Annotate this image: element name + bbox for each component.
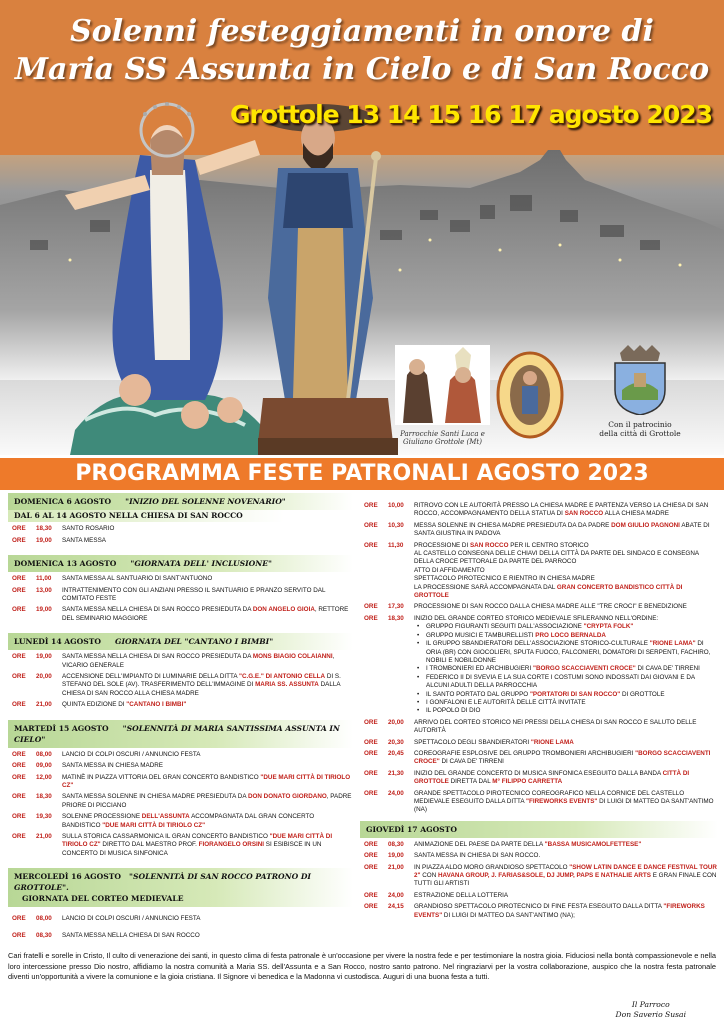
event-time: 19,00 (36, 606, 52, 614)
title-line1: Solenni festeggiamenti in onore di (70, 14, 654, 49)
parade-item (414, 665, 718, 673)
text-part: SI ESIBISCE IN UN CONCERTO DI MUSICA SINFONICA (62, 841, 322, 857)
event-text: SANTA MESSA AL SANTUARIO DI SANT'ANTUONO (62, 575, 213, 583)
text-part: DI LUIGI DI MATTEO DA SANT'ANTIMO (NA) (414, 798, 714, 814)
day-label: MARTEDÌ 15 AGOSTO (14, 723, 109, 733)
event-row (360, 841, 718, 849)
event-row (8, 793, 353, 810)
event-text (414, 542, 718, 601)
parish-message: Cari fratelli e sorelle in Cristo, Il culto di venerazione dei santi, in questo clima di festa patronale è un'occasione per vivere la nostra fede e per testimoniare la nostra gioia. Fiduciosi nella bontà compassionevole e nella loro intercessione presso Dio nostro, affidiamo la nostra comunità a Maria SS. dell'Assunta e a San Rocco, nostro santo patrono. Nel ringraziarvi per la vostra collaborazione, auspico che la nostra festa patronale diventi un'opportunità a vivere la comunione e la gioia cristiana. Il Signore vi benedica e la Madonna vi custodisca. Auguri di una buona festa a tutti. (8, 951, 717, 982)
artists-names: HAVANA GROUP, J. FARIAS&SOLE, DJ JUMP, PAPS E NATHALIE ARTS (438, 872, 651, 880)
ore-label: ORE (364, 891, 378, 899)
text-part: MATINÈ IN PIAZZA VITTORIA DEL GRAN CONCERTO BANDISTICO (62, 773, 261, 781)
event-row (360, 739, 718, 747)
text-part: ABATE DI SANTA GIUSTINA IN PADOVA (414, 521, 710, 538)
ore-label: ORE (12, 653, 26, 661)
parish-saints-icon (395, 345, 490, 425)
event-text: INTRATTENIMENTO CON GLI ANZIANI PRESSO IL SANTUARIO E PRANZO SERVITO DAL COMITATO FESTE (62, 586, 326, 603)
text-part: PER IL CENTRO STORICO (508, 541, 589, 549)
text-part: SANTA MESSA SOLENNE IN CHIESA MADRE PRESIEDUTA DA (62, 793, 248, 801)
band-name: "DUE MARI CITTÀ DI TIRIOLO CZ" (62, 832, 333, 849)
day-theme: "SOLENNITÀ DI SAN ROCCO PATRONO DI GROTTOLE". (14, 872, 311, 893)
text-part: SANTA MESSA NELLA CHIESA DI SAN ROCCO PRESIEDUTA DA (62, 606, 253, 614)
event-text (62, 813, 353, 830)
event-row (360, 892, 718, 900)
event-row (8, 575, 353, 583)
day-header (8, 720, 353, 748)
ore-label: ORE (12, 931, 26, 939)
ore-label: ORE (12, 586, 26, 594)
ore-label: ORE (364, 749, 378, 757)
program-banner: PROGRAMMA FESTE PATRONALI AGOSTO 2023 (0, 458, 724, 490)
parade-item: • FEDERICO II DI SVEVIA E LA SUA CORTE I COSTUMI SONO INDOSSATI DAI GIOVANI E DA ALCUNI ADULTI DELLA PARROCCHIA (414, 674, 718, 691)
text-part: DI CAVA DE' TIRRENI (635, 665, 700, 673)
section-aug-16 (8, 868, 353, 940)
event-time: 08,00 (36, 915, 52, 923)
day-header (8, 633, 353, 650)
event-time: 20,45 (388, 749, 404, 757)
saint-name: SAN ROCCO (564, 510, 604, 518)
text-part: SOLENNE PROCESSIONE (62, 813, 142, 821)
text-part: ACCENSIONE DELL'IMPIANTO DI LUMINARIE DELLA DITTA (62, 673, 239, 681)
event-time: 19,00 (36, 653, 52, 661)
text-part: DI ORIA (BR) CON GIOCOLIERI, SPUTA FUOCO, FALCONIERI, DOMATORI DI SERPENTI, FACHIRO, NOBILI E NOBILDONNE (426, 640, 711, 664)
event-row (8, 751, 353, 759)
group-name: PRO LOCO BERNALDA (535, 631, 606, 639)
event-row (360, 522, 718, 539)
event-dates: Grottole 13 14 15 16 17 agosto 2023 (229, 100, 712, 129)
event-row (8, 653, 353, 670)
hero-image (0, 0, 724, 455)
parade-item (414, 640, 718, 665)
event-row (8, 587, 353, 604)
event-row (8, 774, 353, 791)
event-row (360, 542, 718, 601)
day-theme: "GIORNATA DELL' INCLUSIONE" (130, 559, 272, 569)
group-name: "BORGO SCACCIAVENTI CROCE" (532, 665, 636, 673)
event-text (414, 502, 718, 519)
ore-label: ORE (364, 541, 378, 549)
event-text: LANCIO DI COLPI OSCURI / ANNUNCIO FESTA (62, 750, 201, 758)
event-time: 09,00 (36, 762, 52, 770)
event-time: 10,00 (388, 502, 404, 509)
text-part: GRUPPO MUSICI E TAMBURELLISTI (426, 631, 536, 639)
show-name: "CANTANO I BIMBI" (126, 701, 187, 709)
text-part: MESSA SOLENNE IN CHIESA MADRE PRESIEDUTA DA DA PADRE (414, 521, 612, 529)
event-time: 21,30 (388, 769, 404, 777)
text-part: COREOGRAFIE ESPLOSIVE DEL GRUPPO TROMBONIERI ARCHIBUGIERI (414, 749, 636, 757)
ore-label: ORE (12, 673, 26, 681)
event-row (360, 502, 718, 519)
ore-label: ORE (12, 762, 26, 770)
event-time: 11,00 (36, 575, 52, 583)
parade-item: • I GONFALONI E LE AUTORITÀ DELLE CITTÀ INVITATE (414, 699, 718, 707)
event-time: 08,30 (388, 840, 404, 848)
conductor-name: FIORANGELO ORSINI (198, 841, 265, 849)
group-name: "RIONE LAMA" (649, 640, 696, 648)
text-part: SPETTACOLO DEGLI SBANDIERATORI (414, 738, 531, 746)
celebrant-name: DOM GIULIO PAGNONI (611, 521, 680, 529)
event-time: 20,30 (388, 738, 404, 746)
group-name: "BORGO SCACCIAVENTI CROCE" (414, 749, 711, 766)
text-part: ACCOMPAGNATA DAL GRAN CONCERTO BANDISTICO (62, 813, 315, 829)
event-row (8, 701, 353, 709)
event-text: SANTA MESSA NELLA CHIESA DI SAN ROCCO (62, 931, 200, 939)
saint-name: SAN ROCCO (469, 541, 509, 549)
event-text: LANCIO DI COLPI OSCURI / ANNUNCIO FESTA (62, 915, 201, 923)
event-row (360, 603, 718, 611)
event-text (62, 833, 353, 858)
event-time: 19,00 (36, 536, 52, 544)
event-text (414, 770, 718, 787)
event-text: PROCESSIONE DI SAN ROCCO DALLA CHIESA MADRE ALLE "TRE CROCI" E BENEDIZIONE (414, 603, 687, 611)
text-part: RITROVO CON LE AUTORITÀ PRESSO LA CHIESA MADRE E PARTENZA VERSO LA CHIESA DI SAN ROCCO, ACCOMPAGNAMENTO DELLA STATUA DI (414, 502, 709, 518)
parade-item (414, 691, 718, 699)
committee-badge-icon (495, 350, 565, 440)
event-text: SANTA MESSA IN CHIESA DI SAN ROCCO. (414, 852, 541, 860)
event-row (360, 852, 718, 860)
celebrant-name: DON ANGELO GIOIA (252, 606, 315, 614)
event-text (62, 673, 353, 698)
day-header (8, 555, 353, 572)
event-row (8, 915, 353, 923)
text-part: SULLA STORICA CASSARMONICA IL GRAN CONCERTO BANDISTICO (62, 832, 270, 840)
show-name: "SHOW LATIN DANCE E DANCE FESTIVAL TOUR 2" (414, 863, 717, 880)
band-name: "BASSA MUSICAMOLFETTESE" (544, 840, 642, 848)
event-text (62, 774, 353, 791)
event-row (8, 813, 353, 830)
event-row (360, 864, 718, 889)
sponsor-logos (395, 345, 724, 455)
event-time: 17,30 (388, 603, 404, 611)
text-part: DI LUIGI DI MATTEO DA SANT'ANTIMO (NA); (442, 911, 575, 919)
text-part: , PADRE PRIORE DI PICCIANO (62, 793, 352, 809)
ore-label: ORE (364, 863, 378, 871)
section-aug-15 (8, 720, 353, 858)
title-line2: Maria SS Assunta in Cielo e di San Rocco (14, 52, 710, 87)
day-header: GIOVEDÌ 17 AGOSTO (360, 821, 718, 838)
text-part: AL CASTELLO CONSEGNA DELLE CHIAVI DELLA CITTÀ DA PARTE DEL SINDACO E CONSEGNA DELLA CROCE PETTORALE DA PARTE DEL PARROCO (414, 550, 699, 566)
event-row (360, 790, 718, 815)
day-theme: "SOLENNITÀ DI MARIA SANTISSIMA ASSUNTA IN CIELO" (14, 723, 340, 744)
text-part: ALLA CHIESA MADRE (603, 510, 669, 518)
text-part: ANIMAZIONE DEL PAESE DA PARTE DELLA (414, 840, 545, 848)
text-part: DIRETTO DAL MAESTRO PROF. (100, 841, 199, 849)
program-right-column (360, 499, 718, 924)
ore-label: ORE (364, 840, 378, 848)
text-part: GRUPPO FIGURANTI SEGUITI DALL'ASSOCIAZIONE (426, 623, 584, 631)
event-row (360, 719, 718, 736)
ore-label: ORE (12, 606, 26, 614)
day-label: MERCOLEDÌ 16 AGOSTO (14, 872, 122, 882)
day-theme: GIORNATA DEL "CANTANO I BIMBI" (115, 637, 274, 647)
text-part: SPETTACOLO PIROTECNICO E RIENTRO IN CHIESA MADRE (414, 575, 595, 583)
day-theme: "INIZIO DEL SOLENNE NOVENARIO" (125, 497, 286, 506)
ore-label: ORE (12, 813, 26, 821)
text-part: GRANDE SPETTACOLO PIROTECNICO COREOGRAFICO NELLA CORNICE DEL CASTELLO MEDIEVALE ESEGUITO DALLA DITTA (414, 789, 685, 805)
event-text (414, 739, 718, 747)
day-header (8, 868, 353, 907)
text-part: PROCESSIONE DI (414, 541, 470, 549)
text-part: SANTA MESSA NELLA CHIESA DI SAN ROCCO PRESIEDUTA DA (62, 653, 253, 661)
band-name: CITTÀ DI GROTTOLE (414, 769, 690, 786)
event-row (360, 770, 718, 787)
ore-label: ORE (364, 603, 378, 611)
ore-label: ORE (12, 575, 26, 583)
statue-name: DELL'ASSUNTA (141, 813, 190, 821)
parade-item: • IL POPOLO DI DIO (414, 707, 718, 715)
event-time: 08,30 (36, 931, 52, 939)
band-name: "DUE MARI CITTÀ DI TIRIOLO CZ" (102, 821, 206, 829)
event-row (360, 750, 718, 767)
signature-title: Il Parroco (631, 1000, 670, 1009)
text-part: IN PIAZZA ALDO MORO GRANDIOSO SPETTACOLO (414, 863, 570, 871)
event-time: 24,00 (388, 789, 404, 797)
event-time: 20,00 (36, 673, 52, 681)
event-time: 19,00 (388, 852, 404, 860)
day-subtheme: GIORNATA DEL CORTEO MEDIEVALE (22, 894, 184, 904)
ore-label: ORE (12, 793, 26, 801)
text-part: IL SANTO PORTATO DAL GRUPPO (426, 690, 530, 698)
ore-label: ORE (364, 852, 378, 860)
event-time: 08,00 (36, 750, 52, 758)
event-row (8, 673, 353, 698)
event-row (8, 606, 353, 623)
event-row (8, 537, 353, 545)
event-text: ARRIVO DEL CORTEO STORICO NEI PRESSI DELLA CHIESA DI SAN ROCCO E SALUTO DELLE AUTORITÀ (414, 718, 697, 735)
ore-label: ORE (364, 769, 378, 777)
text-part: INIZIO DEL GRANDE CONCERTO DI MUSICA SINFONICA ESEGUITO DALLA BANDA (414, 769, 663, 777)
event-text: SANTO ROSARIO (62, 525, 115, 533)
text-part: ATTO DI AFFIDAMENTO (414, 566, 485, 574)
text-part: GRANDIOSO SPETTACOLO PIROTECNICO DI FINE FESTA ESEGUITO DALLA DITTA (414, 903, 664, 911)
text-part: , VICARIO GENERALE (62, 653, 335, 669)
event-time: 21,00 (388, 863, 404, 871)
event-row (360, 903, 718, 920)
text-part: , RETTORE DEL SEMINARIO MAGGIORE (62, 606, 349, 622)
group-name: "RIONE LAMA (530, 738, 574, 746)
program-left-column (8, 493, 353, 944)
section-aug-6 (8, 493, 353, 545)
parade-item (414, 632, 718, 640)
band-name: GRAN CONCERTO BANDISTICO CITTÀ DI GROTTOLE (414, 583, 683, 600)
event-time: 12,00 (36, 773, 52, 781)
event-time: 13,00 (36, 586, 52, 594)
ore-label: ORE (12, 832, 26, 840)
ore-label: ORE (12, 750, 26, 758)
ore-label: ORE (12, 536, 26, 544)
event-row (360, 615, 718, 716)
ore-label: ORE (364, 718, 378, 726)
event-text (414, 841, 718, 849)
ore-label: ORE (12, 773, 26, 781)
section-aug-17 (360, 821, 718, 920)
parish-caption: Parrocchie Santi Luca e Giuliano Grottole (Mt) (400, 430, 485, 446)
event-time: 20,00 (388, 718, 404, 726)
ore-label: ORE (364, 521, 378, 529)
event-text (414, 864, 718, 889)
patronage-line2: della città di Grottole (599, 429, 681, 438)
event-time: 10,30 (388, 521, 404, 529)
event-time: 24,15 (388, 903, 404, 911)
day-label: DOMENICA 6 AGOSTO (14, 497, 112, 506)
event-text (62, 653, 353, 670)
text-part: DI S. STEFANO DEL SOLE (AV). TRASFERIMENTO DELL'IMMAGINE DI (62, 673, 341, 689)
text-part: INIZIO DEL GRANDE CORTEO STORICO MEDIEVALE SFILERANNO NELL'ORDINE: (414, 614, 659, 622)
group-name: "PORTATORI DI SAN ROCCO" (529, 690, 621, 698)
text-part: CON (420, 872, 438, 880)
conductor-name: M° FILIPPO CARRETTA (492, 778, 563, 786)
event-text: SANTA MESSA (62, 536, 106, 544)
section-aug-14 (8, 633, 353, 709)
event-text (414, 522, 718, 539)
event-time: 19,30 (36, 813, 52, 821)
event-text (62, 606, 353, 623)
event-text: SANTA MESSA IN CHIESA MADRE (62, 762, 164, 770)
event-text (62, 793, 353, 810)
event-text (414, 615, 718, 716)
event-time: 21,00 (36, 701, 52, 709)
event-time: 18,30 (36, 525, 52, 533)
ore-label: ORE (364, 903, 378, 911)
text-part: DALLA CHIESA DI SAN ROCCO ALLA CHIESA MADRE (62, 681, 341, 697)
group-name: "CRYPTA FOLK" (583, 623, 634, 631)
committee-logo (495, 350, 565, 445)
patronage-line1: Con il patrocinio (608, 420, 672, 429)
text-part: IL GRUPPO SBANDIERATORI DELL'ASSOCIAZIONE STORICO-CULTURALE (426, 640, 650, 648)
signature-name: Don Saverio Susai (615, 1010, 686, 1019)
event-time: 11,30 (388, 541, 404, 549)
celebrant-name: DON DONATO GIORDANO (247, 793, 327, 801)
event-time: 24,00 (388, 891, 404, 899)
coat-of-arms-icon (610, 345, 670, 415)
event-row (8, 932, 353, 940)
event-row (8, 525, 353, 533)
event-text (414, 790, 718, 815)
ore-label: ORE (12, 701, 26, 709)
san-rocco-statue-icon (258, 98, 398, 455)
text-part: QUINTA EDIZIONE DI (62, 701, 127, 709)
text-part: I TROMBONIERI ED ARCHIBUGIERI (426, 665, 533, 673)
municipality-logo (585, 345, 695, 438)
ore-label: ORE (364, 502, 378, 509)
event-time: 18,30 (36, 793, 52, 801)
ore-label: ORE (364, 614, 378, 622)
company-name: "FIREWORKS EVENTS" (414, 903, 705, 919)
day-label: LUNEDÌ 14 AGOSTO (14, 637, 102, 647)
text-part: LA PROCESSIONE SARÀ ACCOMPAGNATA DAL (414, 583, 557, 591)
novena-subheader: DAL 6 AL 14 AGOSTO NELLA CHIESA DI SAN ROCCO (8, 510, 353, 522)
ore-label: ORE (364, 738, 378, 746)
celebrant-name: MONS BIAGIO COLAIANNI (252, 653, 333, 661)
event-text (414, 750, 718, 767)
day-header (8, 493, 353, 510)
day-label: DOMENICA 13 AGOSTO (14, 559, 117, 569)
event-time: 21,00 (36, 832, 52, 840)
company-name: "FIREWORKS EVENTS" (525, 798, 598, 805)
event-time: 18,30 (388, 614, 404, 622)
band-name: "DUE MARI CITTÀ DI TIRIOLO CZ" (62, 773, 351, 789)
text-part: DI CAVA DE' TIRRENI (439, 758, 504, 766)
parade-item (414, 623, 718, 631)
statue-name: MARIA SS. ASSUNTA (255, 681, 319, 689)
section-aug-13 (8, 555, 353, 623)
signature (616, 1000, 686, 1020)
text-part: DIRETTA DAL (448, 778, 493, 786)
ore-label: ORE (12, 915, 26, 923)
event-text: ESTRAZIONE DELLA LOTTERIA (414, 891, 509, 899)
ore-label: ORE (364, 789, 378, 797)
event-row (8, 833, 353, 858)
event-text (62, 701, 353, 709)
ore-label: ORE (12, 525, 26, 533)
event-text (414, 903, 718, 920)
madonna-statue-icon (55, 100, 275, 455)
text-part: E GRAN FINALE CON TUTTI GLI ARTISTI (414, 872, 717, 888)
text-part: DI GROTTOLE (620, 690, 665, 698)
event-row (8, 762, 353, 770)
company-name: "C.G.E." DI ANTONIO CELLA (238, 673, 326, 681)
parish-logo (395, 345, 490, 446)
